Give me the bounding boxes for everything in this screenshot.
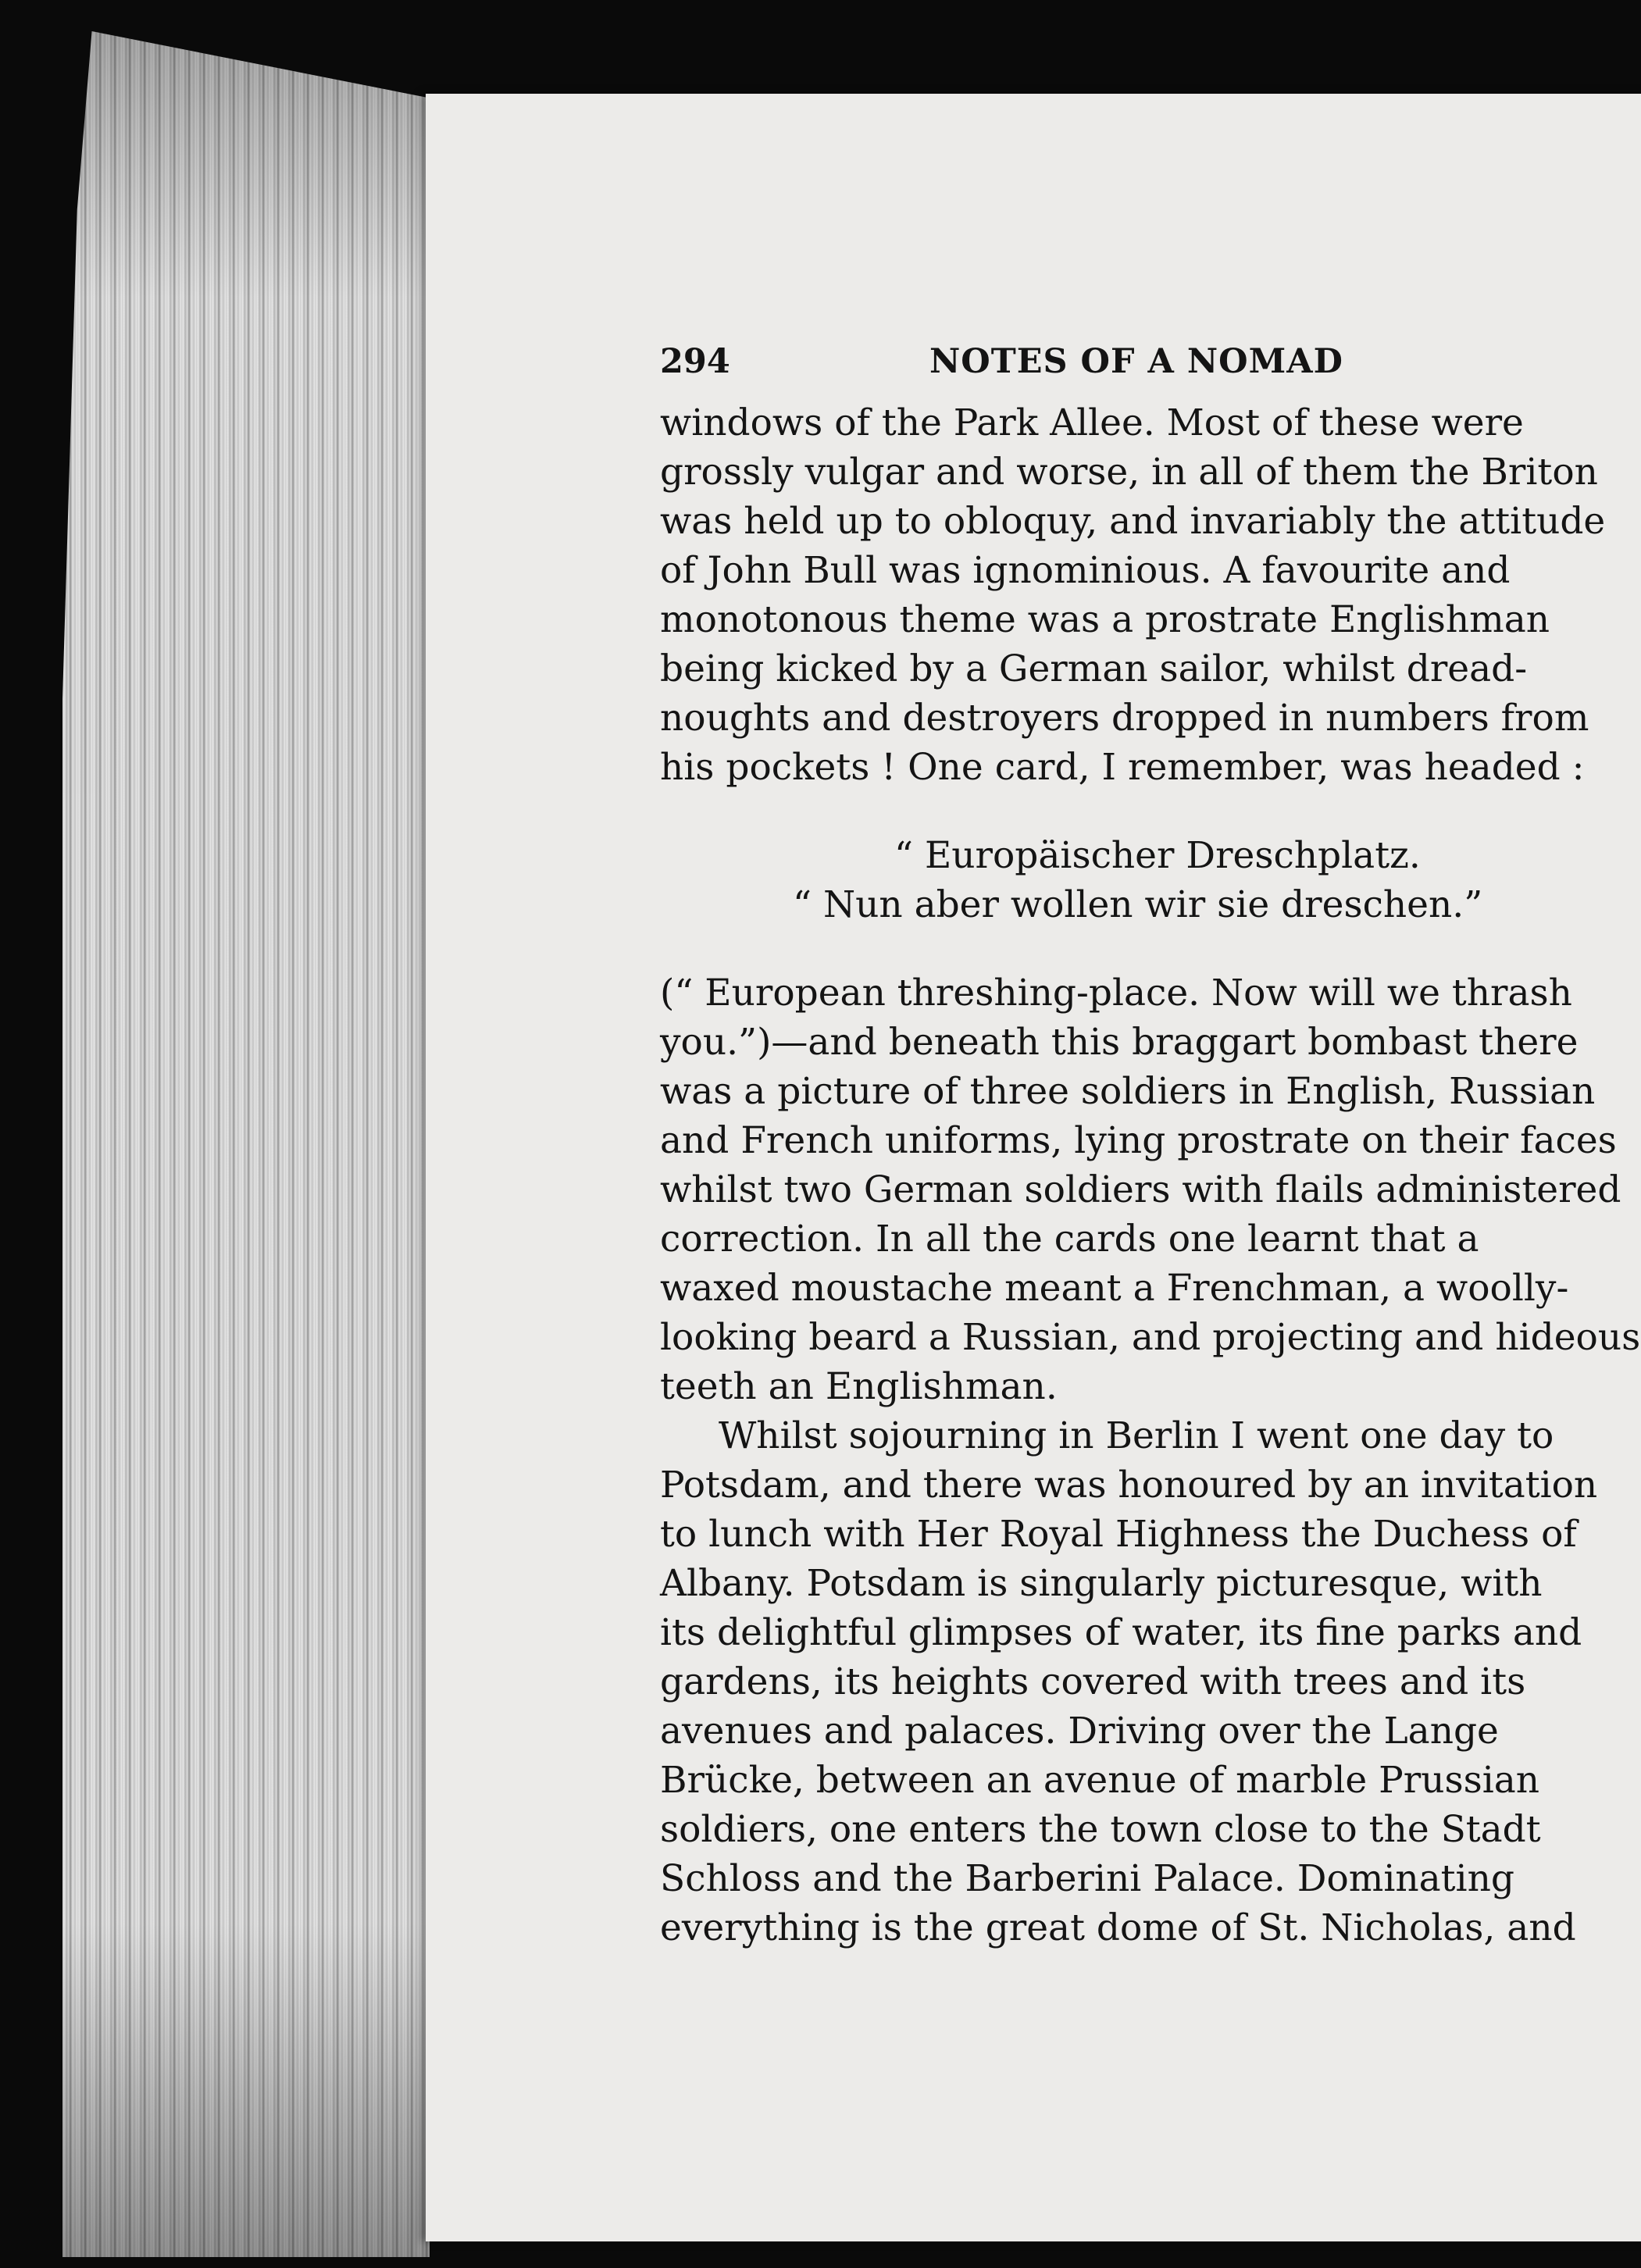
- text-line: teeth an Englishman.: [660, 1365, 1058, 1408]
- text-line: grossly vulgar and worse, in all of them the Briton: [660, 451, 1598, 494]
- text-line: whilst two German soldiers with flails administered: [660, 1168, 1621, 1211]
- quote-line: “ Nun aber wollen wir sie dreschen.”: [793, 883, 1483, 926]
- book-page: [426, 94, 1641, 2241]
- text-line: was a picture of three soldiers in English, Russian: [660, 1070, 1596, 1113]
- text-line: its delightful glimpses of water, its fine parks and: [660, 1611, 1582, 1654]
- text-line: correction. In all the cards one learnt that a: [660, 1218, 1479, 1261]
- text-line: to lunch with Her Royal Highness the Duchess of: [660, 1513, 1577, 1556]
- text-line: and French uniforms, lying prostrate on their faces: [660, 1119, 1617, 1162]
- text-line: Whilst sojourning in Berlin I went one day to: [719, 1414, 1554, 1457]
- text-line: was held up to obloquy, and invariably the attitude: [660, 500, 1606, 543]
- paragraph-1: [660, 398, 1641, 792]
- block-quote: [660, 831, 1641, 929]
- paragraph-3: [660, 1411, 1641, 1952]
- text-line: (“ European threshing-place. Now will we thrash: [660, 972, 1572, 1015]
- text-line: Brücke, between an avenue of marble Prussian: [660, 1759, 1540, 1802]
- page-number: 294: [660, 342, 730, 381]
- text-line: looking beard a Russian, and projecting and hideous: [660, 1316, 1641, 1359]
- page-text: [660, 328, 1641, 1952]
- text-line: being kicked by a German sailor, whilst dread-: [660, 647, 1528, 690]
- text-line: waxed moustache meant a Frenchman, a woolly-: [660, 1267, 1569, 1310]
- text-line: gardens, its heights covered with trees and its: [660, 1660, 1526, 1703]
- book-page-edges: [62, 31, 430, 2257]
- text-line: his pockets ! One card, I remember, was headed :: [660, 746, 1585, 789]
- text-line: windows of the Park Allee. Most of these were: [660, 401, 1524, 444]
- text-line: everything is the great dome of St. Nicholas, and: [660, 1906, 1576, 1949]
- text-line: Albany. Potsdam is singularly picturesque, with: [660, 1562, 1543, 1605]
- quote-line: “ Europäischer Dreschplatz.: [894, 834, 1421, 877]
- text-line: Potsdam, and there was honoured by an invitation: [660, 1464, 1598, 1507]
- paragraph-2: [660, 968, 1641, 1411]
- text-line: avenues and palaces. Driving over the Lange: [660, 1710, 1499, 1753]
- text-line: of John Bull was ignominious. A favourite and: [660, 549, 1511, 592]
- text-line: monotonous theme was a prostrate Englishman: [660, 598, 1550, 641]
- running-title: NOTES OF A NOMAD: [929, 342, 1343, 381]
- running-head: [660, 328, 1641, 398]
- text-line: Schloss and the Barberini Palace. Dominating: [660, 1857, 1514, 1900]
- text-line: you.”)—and beneath this braggart bombast there: [660, 1021, 1579, 1064]
- text-line: soldiers, one enters the town close to the Stadt: [660, 1808, 1541, 1851]
- text-line: noughts and destroyers dropped in numbers from: [660, 697, 1589, 740]
